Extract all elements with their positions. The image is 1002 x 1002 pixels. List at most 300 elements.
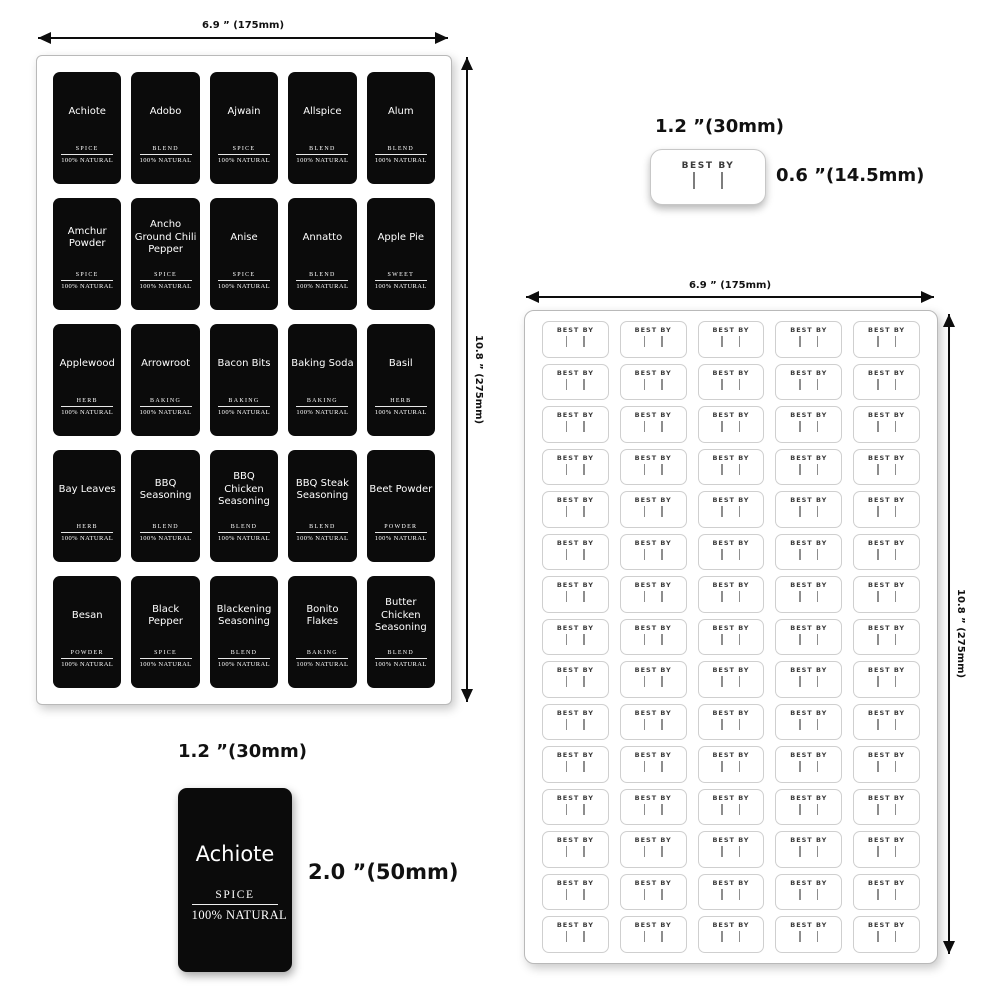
best-by-label bbox=[775, 661, 842, 698]
date-tick-lines bbox=[621, 506, 686, 517]
best-by-text: BEST BY bbox=[681, 161, 735, 171]
date-tick-line bbox=[661, 506, 663, 517]
date-tick-line bbox=[817, 634, 819, 645]
date-tick-lines bbox=[699, 549, 764, 560]
spice-label bbox=[53, 450, 121, 562]
date-tick-line bbox=[644, 336, 646, 347]
best-by-sheet-height-dim: 10.8 ” (275mm) bbox=[955, 589, 966, 679]
spice-label-name: Basil bbox=[388, 357, 413, 369]
spice-label-natural: 100% NATURAL bbox=[61, 409, 114, 416]
spice-sample-name: Achiote bbox=[195, 842, 275, 866]
best-by-text: BEST BY bbox=[868, 326, 906, 334]
date-tick-line bbox=[817, 336, 819, 347]
date-tick-line bbox=[739, 676, 741, 687]
spice-label-name: Bonito Flakes bbox=[306, 603, 339, 627]
date-tick-line bbox=[583, 719, 585, 730]
date-tick-line bbox=[661, 889, 663, 900]
best-by-text: BEST BY bbox=[556, 921, 594, 930]
date-tick-line bbox=[877, 421, 879, 432]
best-by-label bbox=[698, 746, 765, 783]
spice-label-natural: 100% NATURAL bbox=[374, 283, 427, 290]
best-by-text: BEST BY bbox=[712, 836, 750, 845]
spice-label-natural: 100% NATURAL bbox=[139, 409, 192, 416]
date-tick-lines bbox=[699, 379, 764, 390]
date-tick-line bbox=[739, 634, 741, 645]
spice-label-divider bbox=[218, 532, 270, 533]
best-by-text: BEST BY bbox=[712, 623, 750, 632]
spice-sheet-height-dim: 10.8 ” (275mm) bbox=[473, 334, 484, 425]
best-by-text: BEST BY bbox=[868, 836, 906, 845]
spice-label-natural: 100% NATURAL bbox=[296, 283, 349, 290]
best-by-text: BEST BY bbox=[556, 836, 594, 845]
best-by-text: BEST BY bbox=[556, 326, 594, 334]
spice-label-natural: 100% NATURAL bbox=[61, 157, 114, 164]
spice-label-meta bbox=[216, 272, 272, 290]
best-by-text: BEST BY bbox=[712, 708, 750, 717]
spice-label-meta bbox=[59, 272, 115, 290]
date-tick-line bbox=[721, 761, 723, 772]
date-tick-lines bbox=[543, 804, 608, 815]
spice-label-natural: 100% NATURAL bbox=[139, 535, 192, 542]
date-tick-line bbox=[739, 804, 741, 815]
date-tick-line bbox=[817, 719, 819, 730]
date-tick-line bbox=[799, 889, 801, 900]
best-by-label bbox=[698, 789, 765, 826]
best-by-text: BEST BY bbox=[712, 751, 750, 760]
date-tick-line bbox=[644, 804, 646, 815]
best-by-label bbox=[775, 491, 842, 528]
spice-label-natural: 100% NATURAL bbox=[296, 535, 349, 542]
date-tick-lines bbox=[776, 931, 841, 942]
best-by-text: BEST BY bbox=[790, 793, 828, 802]
spice-label-name: Ancho Ground Chili Pepper bbox=[134, 219, 197, 256]
spice-label-name: Apple Pie bbox=[377, 231, 424, 243]
date-tick-line bbox=[817, 804, 819, 815]
date-tick-lines bbox=[543, 676, 608, 687]
date-tick-line bbox=[644, 931, 646, 942]
best-by-text: BEST BY bbox=[634, 623, 672, 632]
best-by-label bbox=[775, 704, 842, 741]
spice-label bbox=[53, 324, 121, 436]
spice-label bbox=[131, 576, 199, 688]
date-tick-lines bbox=[699, 421, 764, 432]
spice-label-divider bbox=[140, 280, 192, 281]
date-tick-line bbox=[799, 719, 801, 730]
date-tick-line bbox=[799, 421, 801, 432]
date-tick-line bbox=[799, 336, 801, 347]
date-tick-lines bbox=[776, 421, 841, 432]
spice-label bbox=[367, 324, 435, 436]
best-by-sheet-height-arrow bbox=[948, 314, 950, 954]
spice-label-natural: 100% NATURAL bbox=[218, 661, 270, 668]
best-by-label bbox=[620, 534, 687, 571]
date-tick-line bbox=[721, 719, 723, 730]
spice-label-natural: 100% NATURAL bbox=[374, 535, 427, 542]
spice-label-meta bbox=[294, 524, 350, 542]
best-by-sheet bbox=[524, 310, 938, 964]
spice-label-divider bbox=[375, 406, 427, 407]
best-by-text: BEST BY bbox=[790, 326, 828, 334]
date-tick-line bbox=[566, 421, 568, 432]
date-tick-lines bbox=[776, 804, 841, 815]
spice-label-name: Bacon Bits bbox=[217, 357, 271, 369]
spice-label-category: SWEET bbox=[387, 272, 415, 278]
best-by-label bbox=[775, 321, 842, 358]
date-tick-lines bbox=[699, 591, 764, 602]
best-by-text: BEST BY bbox=[868, 666, 906, 675]
date-tick-line bbox=[739, 421, 741, 432]
date-tick-line bbox=[661, 421, 663, 432]
spice-label-meta bbox=[138, 146, 194, 164]
spice-label-natural: 100% NATURAL bbox=[139, 661, 192, 668]
date-tick-lines bbox=[776, 761, 841, 772]
date-tick-line bbox=[817, 591, 819, 602]
spice-label-divider bbox=[61, 154, 113, 155]
best-by-text: BEST BY bbox=[634, 666, 672, 675]
best-by-label bbox=[853, 916, 920, 953]
date-tick-lines bbox=[621, 931, 686, 942]
date-tick-line bbox=[583, 336, 585, 347]
spice-label bbox=[288, 198, 356, 310]
spice-label-meta bbox=[138, 650, 194, 668]
spice-label-category: BLEND bbox=[309, 524, 336, 530]
spice-label-divider bbox=[296, 280, 348, 281]
best-by-text: BEST BY bbox=[634, 708, 672, 717]
best-by-label bbox=[853, 789, 920, 826]
spice-label bbox=[367, 72, 435, 184]
spice-label bbox=[53, 72, 121, 184]
best-by-label bbox=[542, 406, 609, 443]
spice-label-divider bbox=[61, 280, 113, 281]
date-tick-line bbox=[877, 719, 879, 730]
spice-label-category: POWDER bbox=[70, 650, 104, 656]
spice-label-divider bbox=[375, 658, 427, 659]
best-by-text: BEST BY bbox=[868, 921, 906, 930]
date-tick-line bbox=[739, 931, 741, 942]
best-by-text: BEST BY bbox=[556, 751, 594, 760]
best-by-text: BEST BY bbox=[634, 793, 672, 802]
spice-label-name: Anise bbox=[230, 231, 258, 243]
spice-label-natural: 100% NATURAL bbox=[61, 535, 114, 542]
best-by-label bbox=[620, 321, 687, 358]
date-tick-line bbox=[799, 846, 801, 857]
date-tick-line bbox=[566, 506, 568, 517]
spice-sample-width-dim: 1.2 ”(30mm) bbox=[178, 741, 307, 762]
date-tick-line bbox=[721, 846, 723, 857]
date-tick-line bbox=[877, 804, 879, 815]
date-tick-line bbox=[877, 634, 879, 645]
date-tick-lines bbox=[621, 634, 686, 645]
spice-label-meta bbox=[59, 524, 115, 542]
date-tick-lines bbox=[699, 761, 764, 772]
spice-label-category: BLEND bbox=[152, 524, 179, 530]
best-by-text: BEST BY bbox=[790, 921, 828, 930]
spice-label-natural: 100% NATURAL bbox=[218, 409, 270, 416]
spice-label-natural: 100% NATURAL bbox=[296, 409, 349, 416]
date-tick-lines bbox=[776, 889, 841, 900]
spice-label bbox=[367, 198, 435, 310]
spice-label-name: Applewood bbox=[59, 357, 115, 369]
date-tick-line bbox=[739, 846, 741, 857]
date-tick-line bbox=[721, 336, 723, 347]
spice-sheet-width-dim: 6.9 ” (175mm) bbox=[201, 20, 285, 31]
date-tick-lines bbox=[543, 761, 608, 772]
date-tick-line bbox=[644, 846, 646, 857]
date-tick-line bbox=[583, 846, 585, 857]
spice-sample-natural: 100% NATURAL bbox=[191, 908, 288, 922]
best-by-text: BEST BY bbox=[634, 751, 672, 760]
spice-label-name: Black Pepper bbox=[148, 603, 183, 627]
date-tick-line bbox=[661, 931, 663, 942]
date-tick-line bbox=[895, 421, 897, 432]
best-by-label bbox=[542, 789, 609, 826]
date-tick-lines bbox=[854, 421, 919, 432]
spice-label-meta bbox=[294, 272, 350, 290]
date-tick-line bbox=[799, 464, 801, 475]
date-tick-line bbox=[566, 931, 568, 942]
best-by-label bbox=[698, 534, 765, 571]
best-by-label bbox=[853, 704, 920, 741]
best-by-label bbox=[620, 916, 687, 953]
date-tick-line bbox=[739, 761, 741, 772]
date-tick-lines bbox=[854, 761, 919, 772]
spice-label bbox=[288, 576, 356, 688]
spice-label-meta bbox=[59, 146, 115, 164]
spice-label-divider bbox=[61, 532, 113, 533]
spice-label-meta bbox=[59, 398, 115, 416]
date-tick-line bbox=[799, 379, 801, 390]
date-tick-line bbox=[799, 676, 801, 687]
best-by-text: BEST BY bbox=[634, 581, 672, 590]
best-by-label bbox=[853, 449, 920, 486]
date-tick-lines bbox=[854, 931, 919, 942]
spice-sample-category: SPICE bbox=[215, 889, 255, 901]
date-tick-line bbox=[817, 846, 819, 857]
spice-label-name: Annatto bbox=[302, 231, 343, 243]
date-tick-line bbox=[721, 379, 723, 390]
date-tick-lines bbox=[854, 676, 919, 687]
date-tick-line bbox=[661, 591, 663, 602]
best-by-label bbox=[542, 364, 609, 401]
best-by-label bbox=[775, 406, 842, 443]
date-tick-lines bbox=[776, 379, 841, 390]
best-by-label bbox=[698, 874, 765, 911]
spice-label-divider bbox=[218, 658, 270, 659]
date-tick-line bbox=[799, 761, 801, 772]
date-tick-line bbox=[644, 591, 646, 602]
spice-label-category: BLEND bbox=[387, 146, 415, 152]
best-by-label bbox=[698, 831, 765, 868]
date-tick-line bbox=[895, 379, 897, 390]
date-tick-line bbox=[566, 804, 568, 815]
best-by-text: BEST BY bbox=[868, 581, 906, 590]
spice-label bbox=[288, 450, 356, 562]
best-by-text: BEST BY bbox=[790, 623, 828, 632]
spice-label-name: Arrowroot bbox=[141, 357, 191, 369]
date-tick-lines bbox=[621, 421, 686, 432]
spice-label-name: Beet Powder bbox=[369, 483, 433, 495]
best-by-text: BEST BY bbox=[556, 623, 594, 632]
best-by-text: BEST BY bbox=[634, 453, 672, 462]
spice-label-meta bbox=[216, 146, 272, 164]
spice-label-category: POWDER bbox=[384, 524, 418, 530]
best-by-text: BEST BY bbox=[868, 751, 906, 760]
date-tick-lines bbox=[621, 719, 686, 730]
date-tick-line bbox=[895, 931, 897, 942]
date-tick-lines bbox=[543, 634, 608, 645]
best-by-label bbox=[620, 619, 687, 656]
date-tick-line bbox=[799, 634, 801, 645]
date-tick-line bbox=[583, 464, 585, 475]
spice-label-name: Allspice bbox=[303, 105, 342, 117]
best-by-label bbox=[775, 619, 842, 656]
spice-sheet-width-arrow bbox=[38, 37, 448, 39]
spice-label-divider bbox=[375, 154, 427, 155]
date-tick-line bbox=[566, 676, 568, 687]
spice-label-name: Blackening Seasoning bbox=[216, 603, 272, 627]
spice-label-name: Butter Chicken Seasoning bbox=[374, 597, 427, 634]
best-by-label bbox=[775, 576, 842, 613]
date-tick-line bbox=[799, 591, 801, 602]
best-by-text: BEST BY bbox=[634, 411, 672, 420]
best-by-text: BEST BY bbox=[790, 496, 828, 505]
best-by-label bbox=[853, 534, 920, 571]
date-tick-line bbox=[739, 591, 741, 602]
spice-label-meta bbox=[216, 398, 272, 416]
date-tick-line bbox=[566, 761, 568, 772]
spice-sheet-height-arrow bbox=[466, 57, 468, 702]
best-by-text: BEST BY bbox=[634, 368, 672, 377]
spice-label-divider bbox=[218, 280, 270, 281]
spice-label-meta bbox=[294, 146, 350, 164]
best-by-text: BEST BY bbox=[556, 793, 594, 802]
best-by-sample-label bbox=[650, 149, 766, 205]
best-by-text: BEST BY bbox=[634, 496, 672, 505]
best-by-label bbox=[620, 789, 687, 826]
best-by-text: BEST BY bbox=[712, 496, 750, 505]
date-tick-line bbox=[583, 676, 585, 687]
date-tick-line bbox=[644, 719, 646, 730]
best-by-text: BEST BY bbox=[712, 878, 750, 887]
best-by-text: BEST BY bbox=[556, 581, 594, 590]
date-tick-line bbox=[583, 761, 585, 772]
spice-label-meta bbox=[373, 272, 429, 290]
best-by-text: BEST BY bbox=[634, 326, 672, 334]
best-by-label bbox=[853, 746, 920, 783]
date-tick-lines bbox=[699, 719, 764, 730]
spice-label-category: SPICE bbox=[154, 272, 178, 278]
spice-label-name: Adobo bbox=[149, 105, 182, 117]
date-tick-lines bbox=[776, 464, 841, 475]
date-tick-line bbox=[644, 464, 646, 475]
date-tick-lines bbox=[699, 804, 764, 815]
date-tick-line bbox=[895, 464, 897, 475]
date-tick-lines bbox=[621, 464, 686, 475]
spice-label-name: Baking Soda bbox=[291, 357, 354, 369]
spice-label-divider bbox=[140, 406, 192, 407]
date-tick-line bbox=[661, 634, 663, 645]
best-by-text: BEST BY bbox=[712, 538, 750, 547]
date-tick-line bbox=[817, 549, 819, 560]
spice-label-name: Alum bbox=[387, 105, 414, 117]
spice-label-category: SPICE bbox=[75, 272, 99, 278]
spice-label-name: Achiote bbox=[68, 105, 106, 117]
best-by-text: BEST BY bbox=[868, 453, 906, 462]
date-tick-line bbox=[661, 549, 663, 560]
spice-label bbox=[131, 324, 199, 436]
spice-label-natural: 100% NATURAL bbox=[374, 157, 427, 164]
best-by-label bbox=[775, 449, 842, 486]
date-tick-lines bbox=[543, 719, 608, 730]
spice-label-category: BLEND bbox=[152, 146, 179, 152]
spice-label-category: SPICE bbox=[154, 650, 178, 656]
best-by-text: BEST BY bbox=[712, 793, 750, 802]
date-tick-line bbox=[895, 506, 897, 517]
spice-label-category: HERB bbox=[76, 398, 98, 404]
spice-label-divider bbox=[296, 154, 348, 155]
spice-label-category: BLEND bbox=[387, 650, 415, 656]
best-by-label bbox=[853, 491, 920, 528]
date-tick-lines bbox=[543, 931, 608, 942]
best-by-label bbox=[542, 321, 609, 358]
date-tick-line bbox=[817, 676, 819, 687]
spice-label-category: HERB bbox=[390, 398, 412, 404]
spice-label-divider bbox=[140, 154, 192, 155]
best-by-text: BEST BY bbox=[790, 411, 828, 420]
best-by-text: BEST BY bbox=[790, 878, 828, 887]
date-tick-line bbox=[566, 634, 568, 645]
spice-label-divider bbox=[218, 406, 270, 407]
best-by-text: BEST BY bbox=[868, 411, 906, 420]
date-tick-line bbox=[583, 634, 585, 645]
spice-sample-meta bbox=[191, 889, 288, 923]
date-tick-line bbox=[877, 761, 879, 772]
best-by-label bbox=[698, 704, 765, 741]
date-tick-line bbox=[877, 506, 879, 517]
date-tick-line bbox=[895, 336, 897, 347]
date-tick-line bbox=[877, 676, 879, 687]
best-by-label bbox=[620, 406, 687, 443]
date-tick-line bbox=[877, 931, 879, 942]
best-by-label bbox=[853, 831, 920, 868]
spice-label-name: Ajwain bbox=[227, 105, 261, 117]
date-tick-line bbox=[721, 421, 723, 432]
date-tick-lines bbox=[776, 506, 841, 517]
date-tick-line bbox=[739, 336, 741, 347]
best-by-text: BEST BY bbox=[556, 368, 594, 377]
best-by-label bbox=[698, 406, 765, 443]
date-tick-line bbox=[583, 931, 585, 942]
best-by-label bbox=[542, 491, 609, 528]
date-tick-lines bbox=[776, 719, 841, 730]
date-tick-lines bbox=[699, 336, 764, 347]
spice-label-divider bbox=[218, 154, 270, 155]
date-tick-line bbox=[644, 634, 646, 645]
best-by-label bbox=[853, 576, 920, 613]
spice-label-divider bbox=[140, 532, 192, 533]
date-tick-line bbox=[799, 549, 801, 560]
date-tick-line bbox=[817, 464, 819, 475]
date-tick-line bbox=[739, 464, 741, 475]
date-tick-lines bbox=[699, 634, 764, 645]
spice-label bbox=[210, 576, 278, 688]
date-tick-line bbox=[721, 931, 723, 942]
date-tick-lines bbox=[699, 931, 764, 942]
date-tick-line bbox=[661, 379, 663, 390]
spice-label bbox=[210, 198, 278, 310]
best-by-text: BEST BY bbox=[868, 368, 906, 377]
spice-label-grid bbox=[53, 72, 435, 688]
